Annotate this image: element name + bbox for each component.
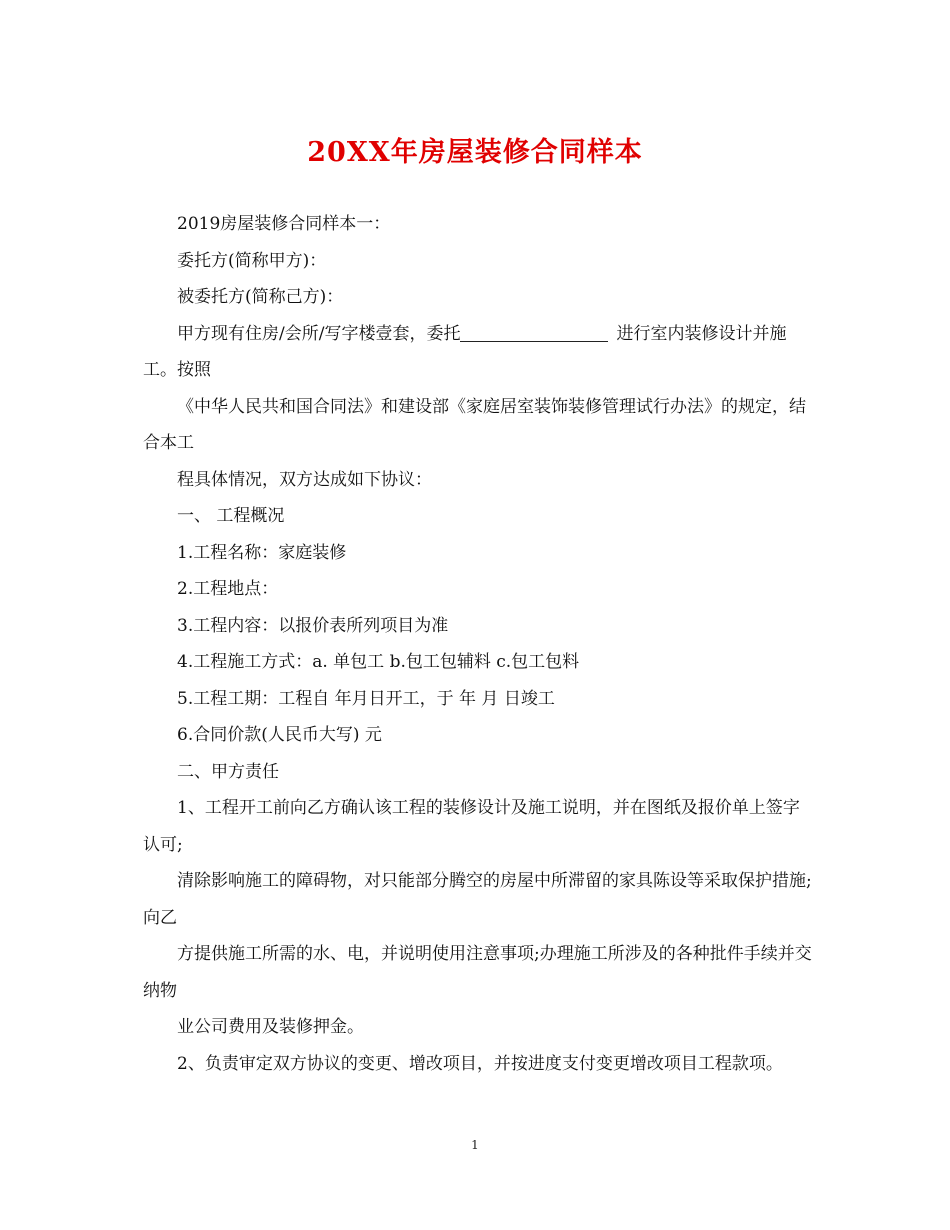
duty-1-continued-b: 方提供施工所需的水、电，并说明使用注意事项;办理施工所涉及的各种批件手续并交纳物 (143, 944, 812, 1001)
commission-text-before: 甲方现有住房/会所/写字楼壹套，委托 (177, 323, 461, 344)
section-heading-party-a-duties: 二、甲方责任 (177, 761, 279, 782)
contractor-blank-line (460, 321, 608, 342)
section-heading-overview: 一、 工程概况 (177, 506, 285, 526)
paragraph-party-a: 委托方(简称甲方)： (177, 250, 327, 271)
duty-1: 1、工程开工前向乙方确认该工程的装修设计及施工说明，并在图纸及报价单上签字认可; (143, 798, 800, 855)
paragraph-commission (143, 316, 813, 389)
item-project-content: 3.工程内容：以报价表所列项目为准 (177, 615, 449, 636)
duty-1-continued-c: 业公司费用及装修押金。 (177, 1017, 364, 1037)
paragraph-agreement: 程具体情况，双方达成如下协议： (177, 469, 432, 490)
document-body (143, 206, 813, 1082)
page-number: 1 (471, 1138, 479, 1152)
paragraph-intro: 2019房屋装修合同样本一： (177, 214, 391, 234)
duty-2: 2、负责审定双方协议的变更、增改项目，并按进度支付变更增改项目工程款项。 (177, 1053, 783, 1074)
item-project-name: 1.工程名称：家庭装修 (177, 542, 347, 563)
item-contract-price: 6.合同价款(人民币大写) 元 (177, 725, 382, 745)
document-title: 20XX年房屋装修合同样本 (307, 137, 643, 168)
item-construction-method: 4.工程施工方式：a. 单包工 b.包工包辅料 c.包工包料 (177, 652, 580, 672)
paragraph-party-b: 被委托方(简称己方)： (177, 287, 344, 307)
paragraph-legal-basis: 《中华人民共和国合同法》和建设部《家庭居室装饰装修管理试行办法》的规定，结合本工 (143, 396, 806, 453)
item-construction-period: 5.工程工期：工程自 年月日开工，于 年 月 日竣工 (177, 688, 555, 709)
commission-text-after: 进行室内装修设计并施工。按照 (143, 323, 787, 380)
duty-1-continued-a: 清除影响施工的障碍物，对只能部分腾空的房屋中所滞留的家具陈设等采取保护措施;向乙 (143, 871, 812, 928)
item-project-location: 2.工程地点： (177, 579, 279, 599)
